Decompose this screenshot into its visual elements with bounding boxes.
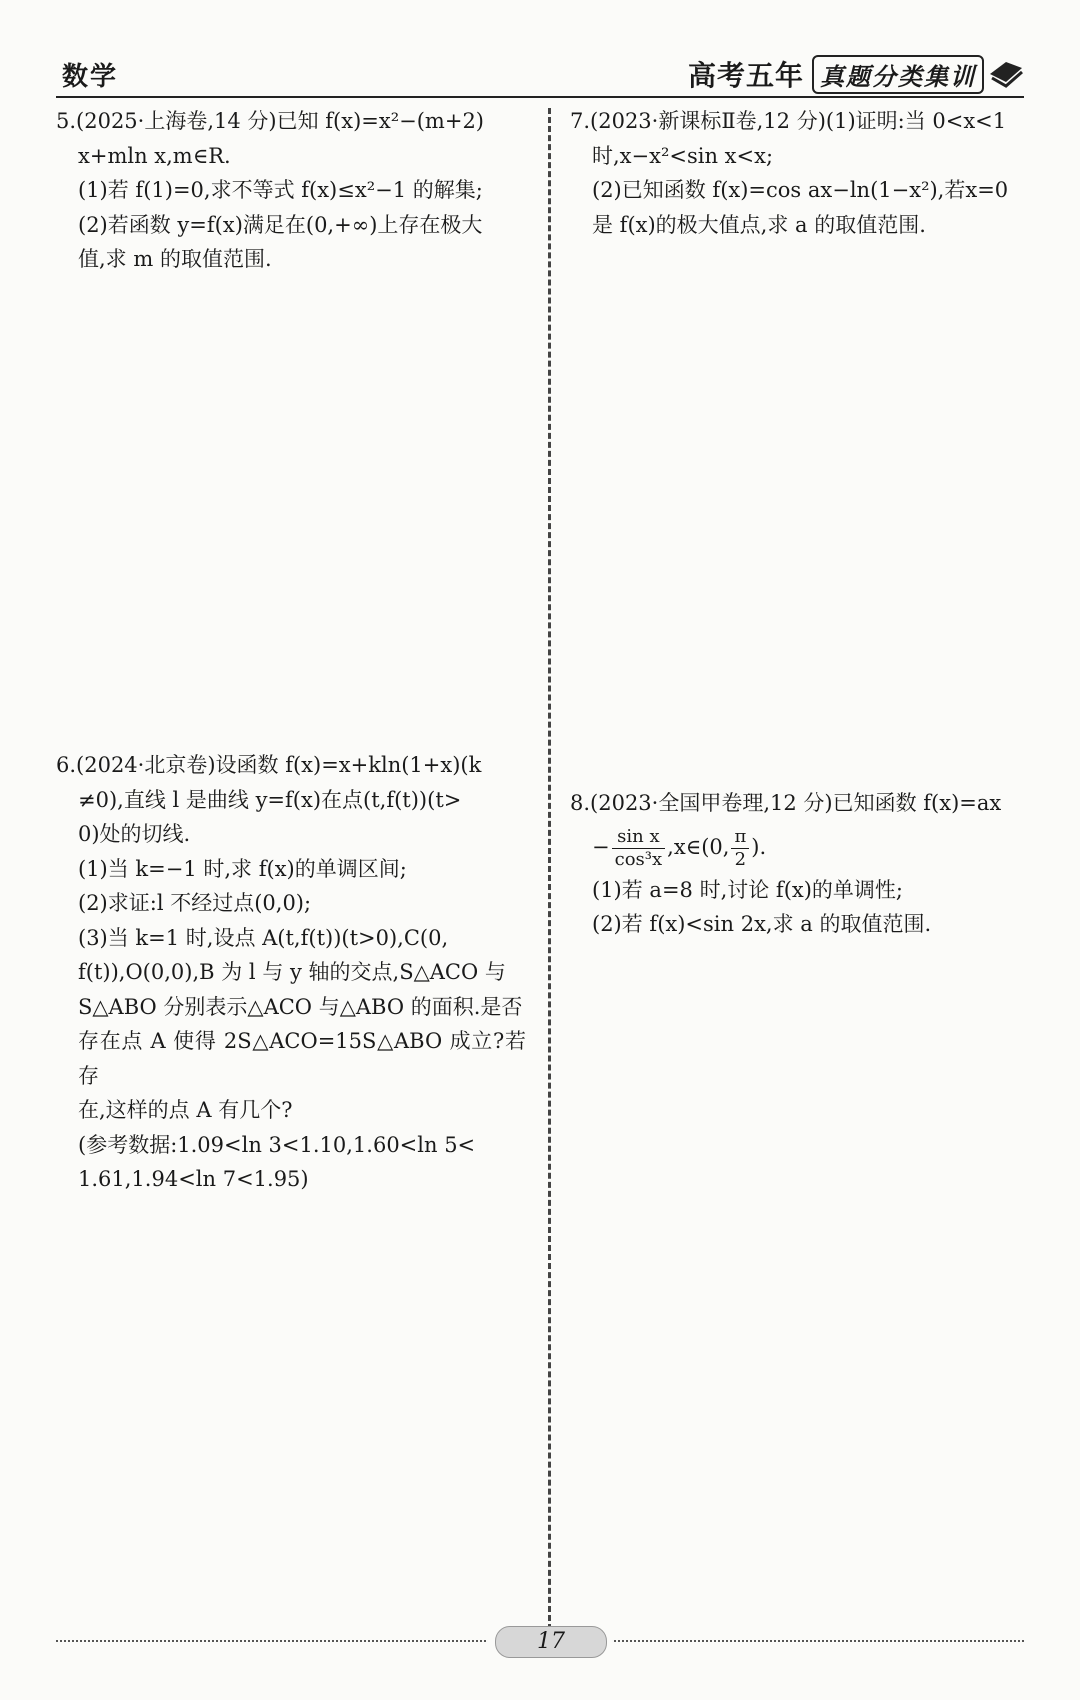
question-7 [570, 104, 1040, 242]
subject-title: 数学 [62, 62, 119, 92]
q7-line-1: 7.(2023·新课标Ⅱ卷,12 分)(1)证明:当 0<x<1 [570, 109, 1007, 133]
q8-pi-denominator: 2 [734, 848, 747, 870]
q6-reference-data: (参考数据:1.09<ln 3<1.10,1.60<ln 5< [78, 1132, 476, 1157]
q5-line-1: 5.(2025·上海卷,14 分)已知 f(x)=x²−(m+2) [56, 109, 484, 133]
footer-rule-left [56, 1640, 486, 1642]
q6-part-2: (2)求证:l 不经过点(0,0); [78, 891, 312, 915]
q5-part-1: (1)若 f(1)=0,求不等式 f(x)≤x²−1 的解集; [78, 178, 483, 202]
series-subtitle: 真题分类集训 [812, 55, 984, 94]
q8-line-2 [570, 821, 1040, 873]
q8-domain-start: ,x∈(0, [667, 834, 730, 859]
q7-part-2-cont: 是 f(x)的极大值点,求 a 的取值范围. [592, 212, 926, 237]
column-divider [548, 108, 551, 1630]
q8-pi-numerator: π [731, 826, 749, 849]
q8-pi-fraction [731, 826, 749, 871]
q6-part-3-line-3: S△ABO 分别表示△ACO 与△ABO 的面积.是否 [78, 994, 523, 1019]
q8-fraction-denominator: cos³x [614, 848, 663, 870]
q6-part-3-line-4: 存在点 A 使得 2S△ACO=15S△ABO 成立?若存 [78, 1029, 526, 1088]
q6-line-2: ≠0),直线 l 是曲线 y=f(x)在点(t,f(t))(t> [78, 787, 462, 812]
q6-part-3-line-5: 在,这样的点 A 有几个? [78, 1098, 293, 1122]
q8-minus: − [592, 834, 610, 859]
q8-part-2: (2)若 f(x)<sin 2x,求 a 的取值范围. [592, 912, 932, 936]
q5-line-2: x+mln x,m∈R. [78, 143, 231, 168]
question-5 [56, 104, 526, 277]
q5-part-2-cont: 值,求 m 的取值范围. [78, 247, 272, 271]
q6-line-1: 6.(2024·北京卷)设函数 f(x)=x+kln(1+x)(k [56, 753, 482, 777]
book-icon [988, 54, 1024, 88]
q6-part-3-line-2: f(t)),O(0,0),B 为 l 与 y 轴的交点,S△ACO 与 [78, 960, 506, 984]
question-8 [570, 786, 1040, 942]
page-number: 17 [495, 1626, 607, 1658]
q8-domain-end: ). [751, 834, 767, 859]
q8-line-1: 8.(2023·全国甲卷理,12 分)已知函数 f(x)=ax [570, 791, 1002, 815]
q8-fraction-numerator: sin x [612, 826, 666, 849]
series-title [688, 54, 984, 94]
footer-rule-right [614, 1640, 1024, 1642]
q6-line-3: 0)处的切线. [78, 822, 191, 846]
page-header [56, 52, 1024, 98]
q6-part-1: (1)当 k=−1 时,求 f(x)的单调区间; [78, 856, 407, 881]
q6-reference-data-cont: 1.61,1.94<ln 7<1.95) [78, 1167, 309, 1191]
series-main-title: 高考五年 [687, 59, 804, 92]
q8-part-1: (1)若 a=8 时,讨论 f(x)的单调性; [592, 877, 904, 902]
question-6 [56, 748, 526, 1197]
q7-line-2: 时,x−x²<sin x<x; [592, 143, 774, 168]
q8-fraction [612, 826, 666, 871]
q5-part-2: (2)若函数 y=f(x)满足在(0,+∞)上存在极大 [78, 212, 483, 237]
q7-part-2: (2)已知函数 f(x)=cos ax−ln(1−x²),若x=0 [592, 178, 1009, 202]
q6-part-3: (3)当 k=1 时,设点 A(t,f(t))(t>0),C(0, [78, 925, 449, 950]
